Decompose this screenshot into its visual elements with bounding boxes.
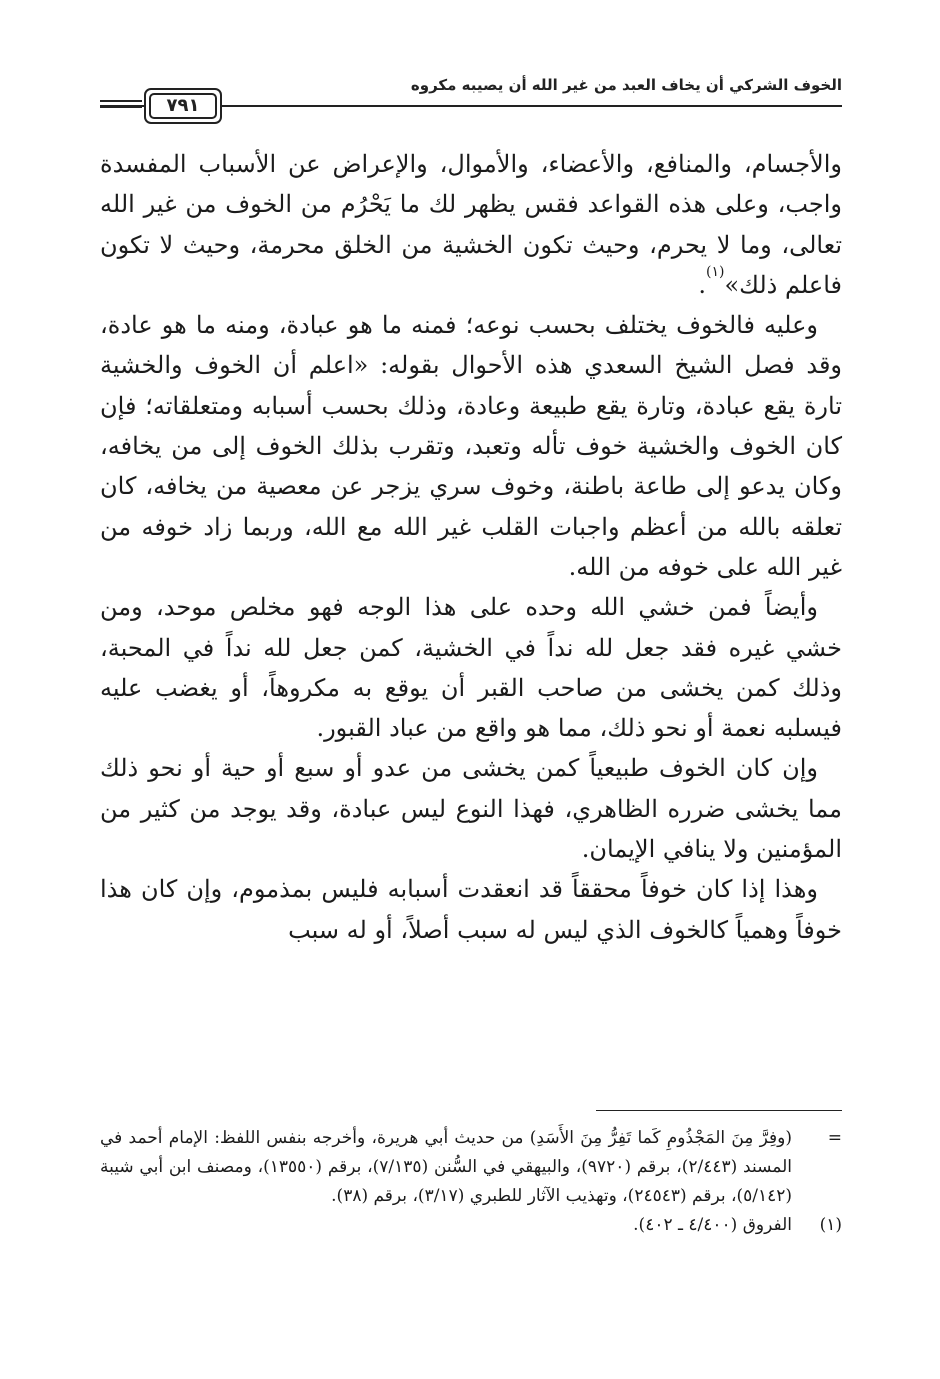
footnote-mark: = — [827, 1128, 842, 1148]
footnotes — [100, 1124, 842, 1240]
paragraph-4: وإن كان الخوف طبيعياً كمن يخشى من عدو أو سبع أو حية أو نحو ذلك مما يخشى ضرره الظاهري، فهذا النوع ليس عبادة، وقد يوجد من كثير من المؤمنين ولا ينافي الإيمان. — [100, 754, 842, 864]
main-text — [100, 144, 842, 950]
paragraph-2: وعليه فالخوف يختلف بحسب نوعه؛ فمنه ما هو عبادة، ومنه ما هو عادة، وقد فصل الشيخ السعدي هذه الأحوال بقوله: «اعلم أن الخوف والخشية تارة يقع عبادة، وتارة يقع طبيعة وعادة، وذلك بحسب أسبابه ومتعلقاته؛ فإن كان الخوف والخشية خوف تأله وتعبد، وتقرب بذلك الخوف إلى من يخافه، وكان يدعو إلى طاعة باطنة، وخوف سري يزجر عن معصية من يخافه، كان تعلقه بالله من أعظم واجبات القلب غير الله مع الله، وربما زاد خوفه من غير الله على خوفه من الله. — [100, 311, 842, 581]
footnote-text: الفروق (٤/٤٠٠ ـ ٤٠٢). — [633, 1215, 792, 1235]
paragraph-1: والأجسام، والمنافع، والأعضاء، والأموال، والإعراض عن الأسباب المفسدة واجب، وعلى هذه القواعد فقس يظهر لك ما يَحْرُم من الخوف من غير الله تعالى، وما لا يحرم، وحيث تكون الخشية من الخلق محرمة، وحيث لا تكون فاعلم ذلك»$^{(١)}$. — [100, 150, 842, 299]
header-ornament-lines — [100, 100, 142, 114]
paragraph-3: وأيضاً فمن خشي الله وحده على هذا الوجه فهو مخلص موحد، ومن خشي غيره فقد جعل لله نداً في الخشية، كمن جعل لله نداً في المحبة، وذلك كمن يخشى من صاحب القبر أن يوقع به مكروهاً، أو يغضب عليه فيسلبه نعمة أو نحو ذلك، مما هو واقع من عباد القبور. — [100, 593, 842, 743]
page-number: ٧٩١ — [149, 93, 217, 119]
footnote-separator — [596, 1110, 842, 1111]
footnote-1 — [100, 1211, 842, 1240]
footnote-mark: (١) — [819, 1215, 842, 1235]
footnote-ref: (١) — [705, 263, 725, 280]
footnote-text: (وفِرَّ مِنَ المَجْذُومِ كَما تَفِرُّ مِنَ الأَسَدِ) من حديث أبي هريرة، وأخرجه بنفس اللفظ: الإمام أحمد في المسند (٢/٤٤٣)، برقم (٩٧٢٠)، والبيهقي في السُّنن (٧/١٣٥)، برقم (١٣٥٥٠)، ومصنف ابن أبي شيبة (٥/١٤٢)، برقم (٢٤٥٤٣)، وتهذيب الآثار للطبري (٣/١٧)، برقم (٣٨). — [100, 1128, 792, 1206]
footnote-continued — [100, 1124, 842, 1211]
running-header-title: الخوف الشركي أن يخاف العبد من غير الله أن يصيبه مكروه — [410, 76, 842, 94]
paragraph-5: وهذا إذا كان خوفاً محققاً قد انعقدت أسبابه فليس بمذموم، وإن كان هذا خوفاً وهمياً كالخوف الذي ليس له سبب أصلاً، أو له سبب — [100, 875, 842, 944]
page-number-badge — [144, 88, 222, 124]
